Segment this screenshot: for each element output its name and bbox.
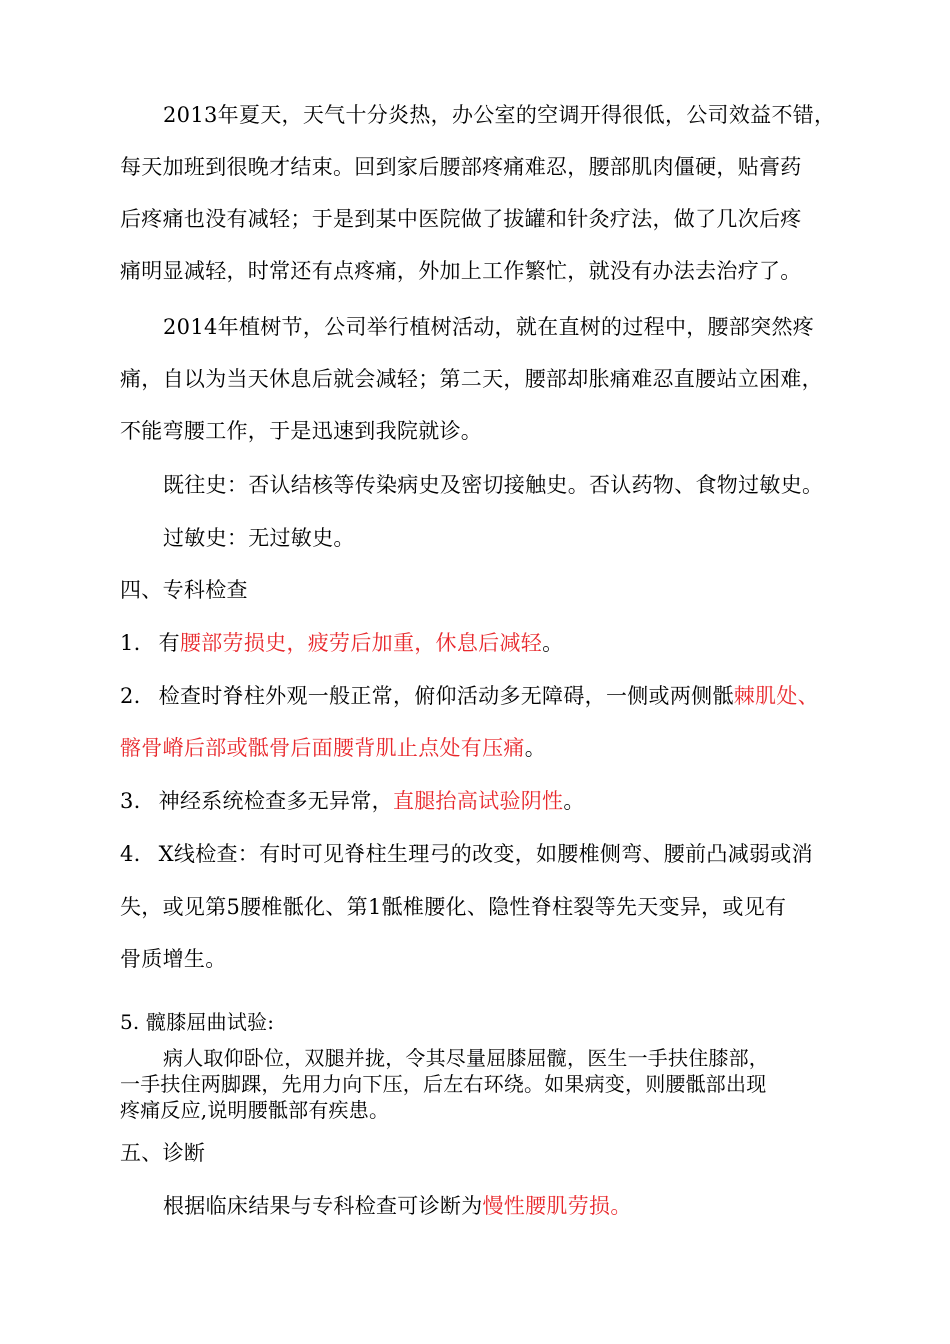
section-5-heading: 五、诊断 (120, 1141, 206, 1165)
allergy-history: 过敏史：无过敏史。 (163, 526, 355, 550)
medical-history: 既往史：否认结核等传染病史及密切接触史。否认药物、食物过敏史。 (163, 473, 824, 497)
item-suffix: 。 (610, 1194, 632, 1218)
item-suffix: 。 (563, 789, 585, 813)
item-text: X线检查：有时可见脊柱生理弓的改变，如腰椎侧弯、腰前凸减弱或消 (158, 842, 813, 866)
item-number: 4. (120, 842, 141, 866)
exam-item-5-line: 一手扶住两脚踝，先用力向下压，后左右环绕。如果病变，则腰骶部出现 (120, 1072, 767, 1096)
highlight-text: 直腿抬高试验阴性 (392, 789, 564, 813)
exam-item-4-line: 骨质增生。 (120, 947, 227, 971)
exam-item-2-continued (120, 734, 546, 762)
exam-item-3 (120, 787, 585, 815)
item-number: 1. (120, 631, 141, 655)
item-number: 3. (120, 789, 141, 813)
paragraph-2013-line: 2013年夏天，天气十分炎热，办公室的空调开得很低，公司效益不错， (163, 103, 836, 127)
section-4-heading: 四、专科检查 (120, 578, 248, 602)
paragraph-2014-line: 2014年植树节，公司举行植树活动，就在直树的过程中，腰部突然疼 (163, 315, 815, 339)
exam-item-4-line: 失，或见第5腰椎骶化、第1骶椎腰化、隐性脊柱裂等先天变异，或见有 (120, 895, 787, 919)
item-suffix: 。 (524, 736, 547, 760)
exam-item-5-title: 5. 髋膝屈曲试验: (120, 1010, 275, 1034)
highlight-text: 腰部劳损史，疲劳后加重，休息后减轻 (179, 631, 543, 655)
highlight-text: 髂骨嵴后部或骶骨后面腰背肌止点处有压痛 (120, 736, 525, 760)
exam-item-1 (120, 629, 563, 657)
item-text: 神经系统检查多无异常， (158, 789, 393, 813)
item-suffix: 。 (542, 631, 564, 655)
paragraph-2013-line: 痛明显减轻，时常还有点疼痛，外加上工作繁忙，就没有办法去治疗了。 (120, 259, 802, 283)
exam-item-5-line: 病人取仰卧位，双腿并拢，令其尽量屈膝屈髋，医生一手扶住膝部， (163, 1046, 769, 1070)
item-text: 检查时脊柱外观一般正常，俯仰活动多无障碍，一侧或两侧骶 (158, 684, 734, 708)
item-number: 2. (120, 684, 141, 708)
exam-item-2 (120, 682, 819, 710)
highlight-text: 慢性腰肌劳损 (482, 1194, 611, 1218)
paragraph-2013-line: 每天加班到很晚才结束。回到家后腰部疼痛难忍，腰部肌肉僵硬，贴膏药 (120, 155, 802, 179)
item-text: 有 (158, 631, 180, 655)
paragraph-2014-line: 不能弯腰工作，于是迅速到我院就诊。 (120, 419, 483, 443)
paragraph-2013-line: 后疼痛也没有减轻；于是到某中医院做了拔罐和针灸疗法，做了几次后疼 (120, 207, 802, 231)
diagnosis-text (163, 1192, 632, 1220)
diagnosis-prefix: 根据临床结果与专科检查可诊断为 (163, 1194, 483, 1218)
exam-item-5-line: 疼痛反应,说明腰骶部有疾患。 (120, 1098, 390, 1122)
paragraph-2014-line: 痛，自以为当天休息后就会减轻；第二天，腰部却胀痛难忍直腰站立困难， (120, 367, 823, 391)
highlight-text: 棘肌处、 (733, 684, 819, 708)
exam-item-4 (120, 840, 813, 868)
